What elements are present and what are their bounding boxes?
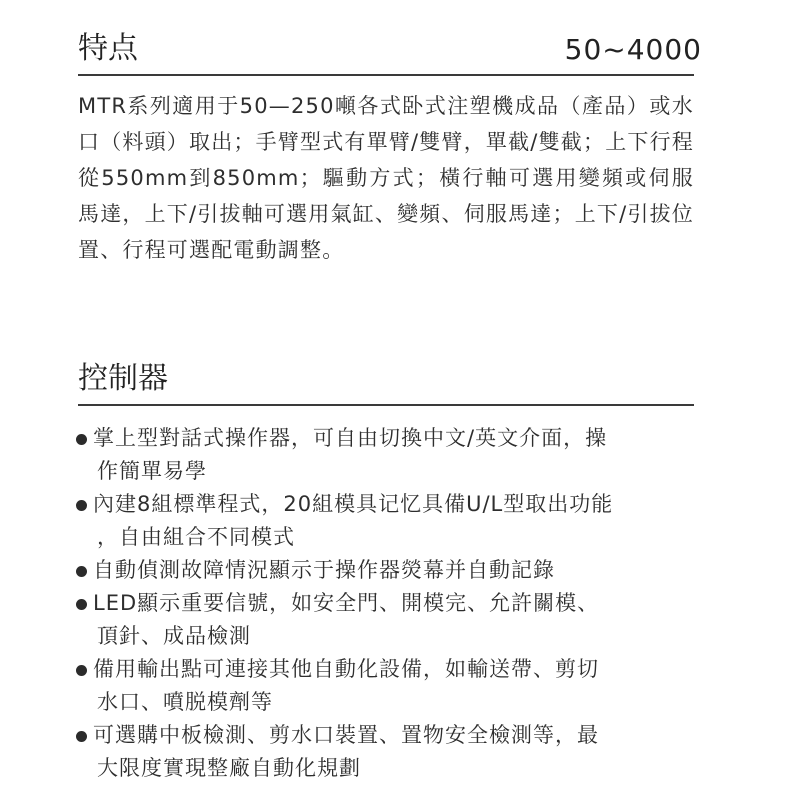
bullet-icon — [76, 566, 87, 577]
list-item — [78, 554, 694, 587]
controller-feature-list — [78, 406, 694, 785]
features-paragraph: MTR系列適用于50—250噸各式卧式注塑機成品（產品）或水口（料頭）取出；手臂型式有單臂/雙臂，單截/雙截；上下行程從550mm到850mm；驅動方式；橫行軸可選用變頻或伺服馬達，上下/引拔軸可選用氣缸、變頻、伺服馬達；上下/引拔位置、行程可選配電動調整。 — [78, 94, 694, 262]
list-item-text-continued: 作簡單易學 — [97, 459, 207, 483]
list-item — [78, 653, 694, 719]
list-item-text-continued: 大限度實現整廠自動化規劃 — [97, 756, 361, 780]
list-item — [78, 422, 694, 488]
controller-header — [78, 360, 694, 406]
features-section — [78, 30, 702, 268]
list-item-text-continued: 水口、噴脱模劑等 — [97, 690, 273, 714]
list-item-text-continued: ，自由組合不同模式 — [97, 525, 295, 549]
bullet-icon — [76, 665, 87, 676]
list-item-text: 備用輸出點可連接其他自動化設備，如輸送帶、剪切 — [93, 657, 599, 681]
controller-title: 控制器 — [78, 361, 168, 396]
list-item-text: 自動偵測故障情況顯示于操作器熒幕并自動記錄 — [93, 558, 555, 582]
list-item — [78, 719, 694, 785]
bullet-icon — [76, 599, 87, 610]
bullet-icon — [76, 500, 87, 511]
list-item — [78, 587, 694, 653]
list-item-text-continued: 頂針、成品檢測 — [97, 624, 251, 648]
list-item-text: 可選購中板檢測、剪水口裝置、置物安全檢測等，最 — [93, 723, 599, 747]
list-item-text: 掌上型對話式操作器，可自由切換中文/英文介面，操 — [93, 426, 608, 450]
list-item-text: LED顯示重要信號，如安全門、開模完、允許關模、 — [93, 591, 600, 615]
tonnage-range: 50~4000 — [564, 33, 702, 66]
features-title: 特点 — [78, 31, 138, 66]
features-header — [78, 30, 702, 76]
list-item-text: 內建8組標準程式，20組模具记忆具備U/L型取出功能 — [93, 492, 614, 516]
controller-section — [78, 360, 694, 785]
bullet-icon — [76, 434, 87, 445]
list-item — [78, 488, 694, 554]
bullet-icon — [76, 731, 87, 742]
